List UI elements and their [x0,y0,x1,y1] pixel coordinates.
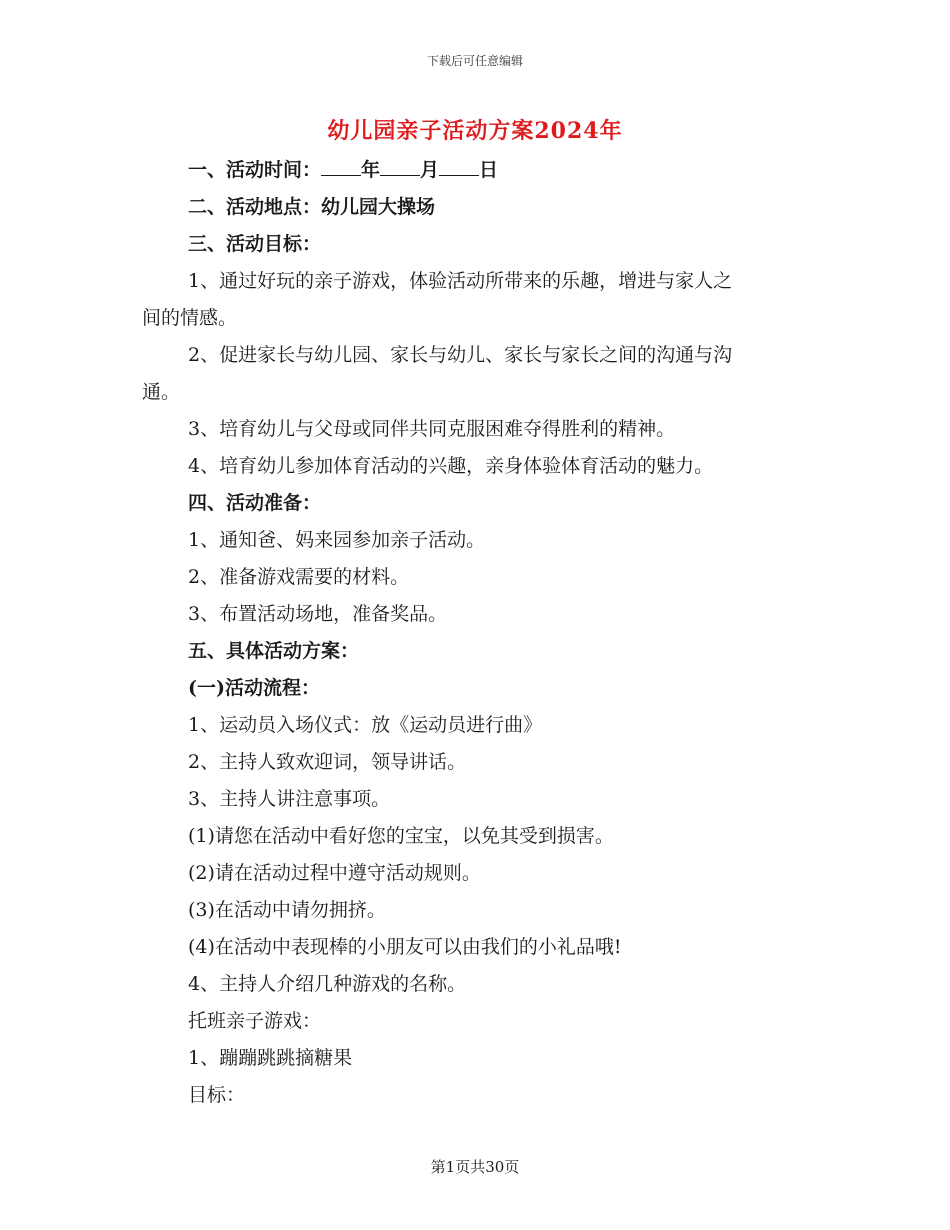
activity-time-label: 一、活动时间： [188,159,322,181]
goal-2-line-1: 2、促进家长与幼儿园、家长与幼儿、家长与家长之间的沟通与沟 [188,344,733,366]
note-3: (3)在活动中请勿拥挤。 [188,899,386,921]
goal-1-line-2: 间的情感。 [142,307,238,329]
month-blank [380,157,420,176]
prep-item-3: 3、布置活动场地，准备奖品。 [188,603,448,625]
game-1-title: 1、蹦蹦跳跳摘糖果 [188,1047,353,1069]
page-footer: 第1页共30页 [430,1158,520,1176]
games-heading: 托班亲子游戏： [188,1010,322,1032]
prep-item-2: 2、准备游戏需要的材料。 [188,566,410,588]
prep-item-1: 1、通知爸、妈来园参加亲子活动。 [188,529,486,551]
flow-item-1: 1、运动员入场仪式：放《运动员进行曲》 [188,714,543,736]
flow-item-3: 3、主持人讲注意事项。 [188,788,391,810]
note-1: (1)请您在活动中看好您的宝宝，以免其受到损害。 [188,825,614,847]
year-blank [321,157,361,176]
year-label: 年 [361,159,381,181]
note-4: (4)在活动中表现棒的小朋友可以由我们的小礼品哦! [188,936,622,958]
plan-heading: 五、具体活动方案： [188,640,360,662]
flow-item-2: 2、主持人致欢迎词，领导讲话。 [188,751,467,773]
goal-2-line-2: 通。 [142,381,181,403]
note-2: (2)请在活动过程中遵守活动规则。 [188,862,481,884]
goal-4: 4、培育幼儿参加体育活动的兴趣，亲身体验体育活动的魅力。 [188,455,714,477]
game-1-goal-label: 目标： [188,1084,246,1106]
prep-heading: 四、活动准备： [188,492,322,514]
goals-heading: 三、活动目标： [188,233,322,255]
month-label: 月 [420,159,440,181]
document-title: 幼儿园亲子活动方案2024年 [327,118,623,144]
goal-1-line-1: 1、通过好玩的亲子游戏，体验活动所带来的乐趣，增进与家人之 [188,270,733,292]
activity-place: 二、活动地点：幼儿园大操场 [188,196,436,218]
day-blank [439,157,479,176]
flow-item-4: 4、主持人介绍几种游戏的名称。 [188,973,467,995]
activity-time-line [188,157,498,182]
page-header: 下载后可任意编辑 [426,54,523,68]
flow-heading: (一)活动流程： [188,677,320,699]
goal-3: 3、培育幼儿与父母或同伴共同克服困难夺得胜利的精神。 [188,418,676,440]
day-label: 日 [479,159,499,181]
